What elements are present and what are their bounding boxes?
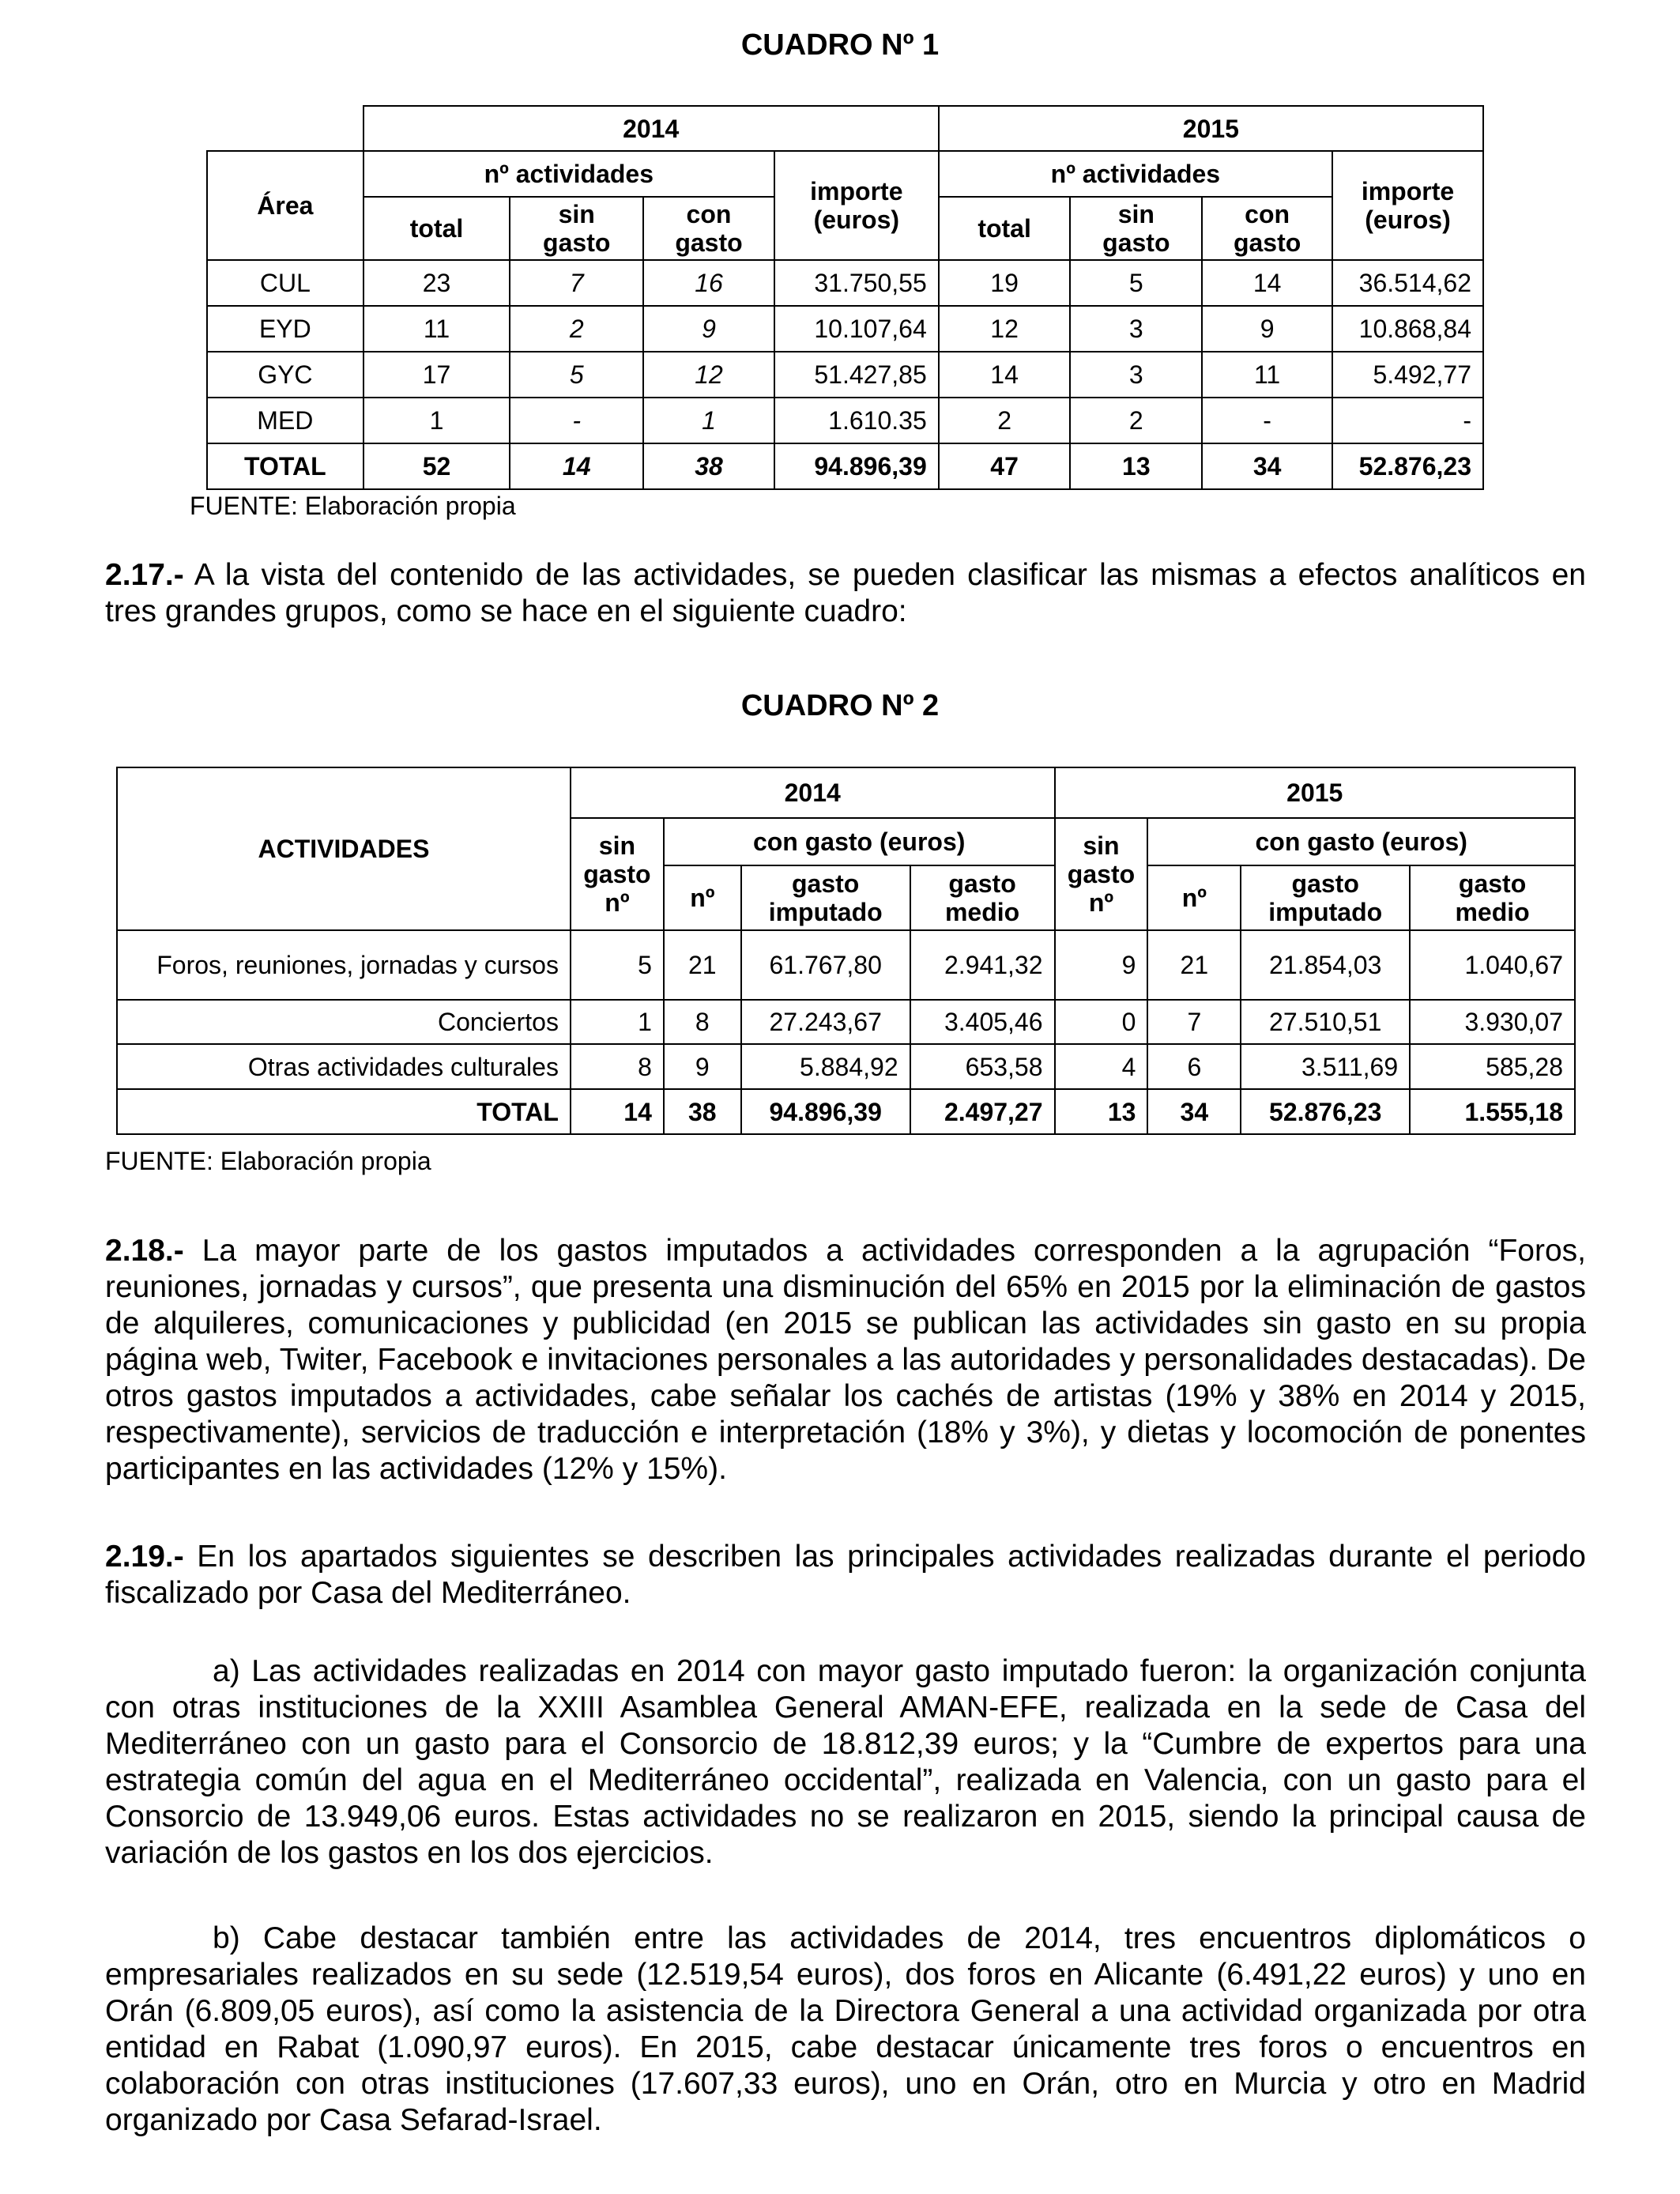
- cell: 5: [510, 352, 643, 398]
- cuadro2-header-medio-2014: gasto medio: [910, 865, 1055, 930]
- cuadro1-title: CUADRO Nº 1: [740, 28, 940, 62]
- cell: 5: [1070, 260, 1202, 306]
- table-row: [117, 1044, 1575, 1089]
- cell: 61.767,80: [741, 930, 910, 1000]
- cell: 1.610.35: [774, 398, 939, 443]
- cell: GYC: [207, 352, 363, 398]
- table-row: [117, 1000, 1575, 1044]
- table-total-row: [207, 443, 1483, 489]
- cuadro1-header-importe-2014: importe (euros): [774, 151, 939, 260]
- cell: 2: [510, 306, 643, 352]
- cell: 1.040,67: [1410, 930, 1575, 1000]
- cuadro1-header-sin-2015: sin gasto: [1070, 197, 1202, 260]
- paragraph-text: En los apartados siguientes se describen las principales actividades realizadas durante el periodo fiscalizado por Casa del Mediterráneo.: [105, 1540, 1586, 1610]
- cell: 14: [1202, 260, 1332, 306]
- cell: -: [1332, 398, 1483, 443]
- paragraph-2-17: [105, 557, 1586, 630]
- cell: 51.427,85: [774, 352, 939, 398]
- cuadro1-header-total-2015: total: [939, 197, 1071, 260]
- cell: 47: [939, 443, 1071, 489]
- cell: 3.511,69: [1241, 1044, 1410, 1089]
- cuadro1-source: FUENTE: Elaboración propia: [190, 492, 516, 520]
- cell: 9: [1055, 930, 1148, 1000]
- paragraph-text: La mayor parte de los gastos imputados a actividades corresponden a la agrupación “Foros, reuniones, jornadas y cursos”, que presenta una disminución del 65% en 2015 por la eliminación de gastos de alquileres, comunicaciones y publicidad (en 2015 se publican las actividades sin gasto en su propia página web, Twiter, Facebook e invitaciones personales a las autoridades y personalidades destacadas). De otros gastos imputados a actividades, cabe señalar los cachés de artistas (19% y 38% en 2014 y 2015, respectivamente), servicios de traducción e interpretación (18% y 3%), y dietas y locomoción de ponentes participantes en las actividades (12% y 15%).: [105, 1234, 1586, 1486]
- paragraph-b: b) Cabe destacar también entre las actividades de 2014, tres encuentros diplomáticos o empresariales realizados en su sede (12.519,54 euros), dos foros en Alicante (6.491,22 euros) y uno en Orán (6.809,05 euros), así como la asistencia de la Directora General a una actividad organizada por otra entidad en Rabat (1.090,97 euros). En 2015, cabe destacar únicamente tres foros o encuentros en colaboración con otras instituciones (17.607,33 euros), uno en Orán, otro en Murcia y otro en Madrid organizado por Casa Sefarad-Israel.: [105, 1921, 1586, 2137]
- table-row: [207, 260, 1483, 306]
- cell: 1: [643, 398, 774, 443]
- cell: 0: [1055, 1000, 1148, 1044]
- cell: 5.492,77: [1332, 352, 1483, 398]
- cell: Otras actividades culturales: [117, 1044, 571, 1089]
- cell: 21: [1147, 930, 1241, 1000]
- cell: 13: [1070, 443, 1202, 489]
- paragraph-label: 2.18.-: [105, 1234, 184, 1268]
- cell: 12: [939, 306, 1071, 352]
- cuadro2-header-n-2015: nº: [1147, 865, 1241, 930]
- cell: 52.876,23: [1241, 1089, 1410, 1134]
- cell: 11: [363, 306, 510, 352]
- cell: 14: [939, 352, 1071, 398]
- cell: 585,28: [1410, 1044, 1575, 1089]
- cell: 38: [643, 443, 774, 489]
- cuadro2-header-con-2015: con gasto (euros): [1147, 818, 1575, 865]
- cell: 8: [571, 1044, 664, 1089]
- cuadro2-header-n-2014: nº: [664, 865, 741, 930]
- cell: 2.497,27: [910, 1089, 1055, 1134]
- paragraph-label: 2.17.-: [105, 558, 184, 592]
- cell: 19: [939, 260, 1071, 306]
- cell: 27.510,51: [1241, 1000, 1410, 1044]
- cell: Foros, reuniones, jornadas y cursos: [117, 930, 571, 1000]
- cell: 17: [363, 352, 510, 398]
- paragraph-label: 2.19.-: [105, 1540, 184, 1574]
- cell: MED: [207, 398, 363, 443]
- cell: 13: [1055, 1089, 1148, 1134]
- cuadro1-header-area: Área: [207, 151, 363, 260]
- cell: 8: [664, 1000, 741, 1044]
- cell: 1.555,18: [1410, 1089, 1575, 1134]
- cell: 36.514,62: [1332, 260, 1483, 306]
- cell: 2: [1070, 398, 1202, 443]
- table-total-row: [117, 1089, 1575, 1134]
- cell: 52.876,23: [1332, 443, 1483, 489]
- cuadro2-header-2014: 2014: [571, 767, 1055, 818]
- cell: EYD: [207, 306, 363, 352]
- cell: 6: [1147, 1044, 1241, 1089]
- cell: 9: [664, 1044, 741, 1089]
- cell: TOTAL: [117, 1089, 571, 1134]
- paragraph-2-19: [105, 1539, 1586, 1612]
- paragraph-a: a) Las actividades realizadas en 2014 con mayor gasto imputado fueron: la organización conjunta con otras instituciones de la XXIII Asamblea General AMAN-EFE, realizada en la sede de Casa del Mediterráneo con un gasto para el Consorcio de 18.812,39 euros; y la “Cumbre de expertos para una estrategia común del agua en el Mediterráneo occidental”, realizada en Valencia, con un gasto para el Consorcio de 13.949,06 euros. Estas actividades no se realizaron en 2015, siendo la principal causa de variación de los gastos en los dos ejercicios.: [105, 1654, 1586, 1870]
- cell: 3: [1070, 352, 1202, 398]
- cell: 5.884,92: [741, 1044, 910, 1089]
- cell: 23: [363, 260, 510, 306]
- cuadro1-header-con-2015: con gasto: [1202, 197, 1332, 260]
- cell: 5: [571, 930, 664, 1000]
- cell: 14: [510, 443, 643, 489]
- cuadro2-header-2015: 2015: [1055, 767, 1575, 818]
- cell: 1: [363, 398, 510, 443]
- cuadro1-header-nact-2014: nº actividades: [363, 151, 774, 197]
- cell: 2.941,32: [910, 930, 1055, 1000]
- table-row: [117, 930, 1575, 1000]
- cell: 21: [664, 930, 741, 1000]
- cell: 34: [1202, 443, 1332, 489]
- cuadro2-table: [116, 767, 1576, 1135]
- cell: 38: [664, 1089, 741, 1134]
- cell: 9: [643, 306, 774, 352]
- cell: 653,58: [910, 1044, 1055, 1089]
- cell: Conciertos: [117, 1000, 571, 1044]
- cell: -: [510, 398, 643, 443]
- cuadro2-header-imputado-2014: gasto imputado: [741, 865, 910, 930]
- cuadro2-header-medio-2015: gasto medio: [1410, 865, 1575, 930]
- cuadro1-header-sin-2014: sin gasto: [510, 197, 643, 260]
- cuadro1-header-2014: 2014: [363, 106, 939, 151]
- cell: 7: [510, 260, 643, 306]
- cell: 21.854,03: [1241, 930, 1410, 1000]
- cell: TOTAL: [207, 443, 363, 489]
- cell: 52: [363, 443, 510, 489]
- table-row: [207, 352, 1483, 398]
- cell: 3: [1070, 306, 1202, 352]
- cuadro2-header-imputado-2015: gasto imputado: [1241, 865, 1410, 930]
- table-row: [207, 398, 1483, 443]
- cell: 1: [571, 1000, 664, 1044]
- cell: 14: [571, 1089, 664, 1134]
- cuadro2-header-sin-2015: sin gasto nº: [1055, 818, 1148, 930]
- cell: 4: [1055, 1044, 1148, 1089]
- cell: 2: [939, 398, 1071, 443]
- cell: 94.896,39: [774, 443, 939, 489]
- cell: CUL: [207, 260, 363, 306]
- cuadro2-header-actividades: ACTIVIDADES: [117, 767, 571, 930]
- cuadro1-header-importe-2015: importe (euros): [1332, 151, 1483, 260]
- cell: 9: [1202, 306, 1332, 352]
- cuadro1-header-nact-2015: nº actividades: [939, 151, 1332, 197]
- cell: 10.107,64: [774, 306, 939, 352]
- paragraph-text: A la vista del contenido de las actividades, se pueden clasificar las mismas a efectos analíticos en tres grandes grupos, como se hace en el siguiente cuadro:: [105, 558, 1586, 628]
- cuadro2-header-sin-2014: sin gasto nº: [571, 818, 664, 930]
- cell: 94.896,39: [741, 1089, 910, 1134]
- paragraph-2-18: [105, 1233, 1586, 1487]
- cuadro1-header-total-2014: total: [363, 197, 510, 260]
- cell: 11: [1202, 352, 1332, 398]
- cuadro2-header-con-2014: con gasto (euros): [664, 818, 1055, 865]
- cell: -: [1202, 398, 1332, 443]
- cell: 31.750,55: [774, 260, 939, 306]
- cell: 3.930,07: [1410, 1000, 1575, 1044]
- cell: 27.243,67: [741, 1000, 910, 1044]
- cuadro1-header-con-2014: con gasto: [643, 197, 774, 260]
- cell: 7: [1147, 1000, 1241, 1044]
- cell: 34: [1147, 1089, 1241, 1134]
- cell: 3.405,46: [910, 1000, 1055, 1044]
- cell: 12: [643, 352, 774, 398]
- cell: 16: [643, 260, 774, 306]
- cuadro2-title: CUADRO Nº 2: [740, 689, 940, 722]
- cuadro2-source: FUENTE: Elaboración propia: [105, 1147, 431, 1175]
- cell: 10.868,84: [1332, 306, 1483, 352]
- table-row: [207, 306, 1483, 352]
- cuadro1-table: [206, 105, 1484, 490]
- cuadro1-header-2015: 2015: [939, 106, 1483, 151]
